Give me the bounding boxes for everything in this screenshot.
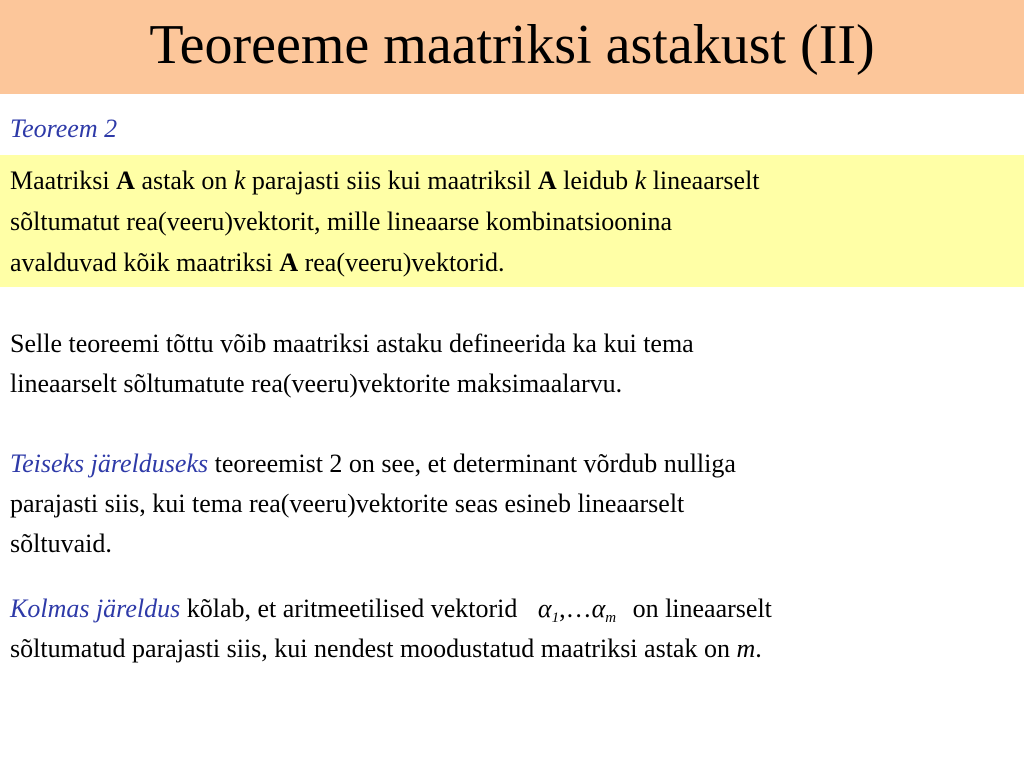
matrix-symbol: A xyxy=(116,166,135,195)
text-segment: leidub xyxy=(556,166,635,195)
paragraph-rank-definition xyxy=(10,324,1020,404)
paragraph-second-corollary xyxy=(10,444,1020,564)
ellipsis-symbol: ,… xyxy=(559,594,592,623)
paragraph-line: sõltuvaid. xyxy=(10,529,112,558)
text-segment: parajasti siis kui maatriksil xyxy=(245,166,538,195)
variable-k: k xyxy=(233,166,246,195)
subscript-m: m xyxy=(605,610,617,626)
paragraph-line xyxy=(10,444,1020,484)
text-segment: sõltumatud parajasti siis, kui nendest moodustatud maatriksi astak on xyxy=(10,634,737,663)
alpha-symbol: α xyxy=(591,594,606,623)
page-title: Teoreeme maatriksi astakust (II) xyxy=(149,14,875,76)
text-segment: . xyxy=(755,634,762,663)
paragraph-line: lineaarselt sõltumatute rea(veeru)vektorite maksimaalarvu. xyxy=(10,369,623,398)
variable-k: k xyxy=(634,166,647,195)
text-segment: teoreemist 2 on see, et determinant võrdub nulliga xyxy=(208,449,736,478)
theorem-line-1 xyxy=(10,164,760,198)
title-bar xyxy=(0,0,1024,94)
theorem-line-2: sõltumatut rea(veeru)vektorit, mille lineaarse kombinatsioonina xyxy=(10,207,673,236)
text-segment: lineaarselt xyxy=(646,166,760,195)
paragraph-line: parajasti siis, kui tema rea(veeru)vektorite seas esineb lineaarselt xyxy=(10,489,685,518)
paragraph-line xyxy=(10,589,1020,629)
theorem-line-3 xyxy=(10,246,505,280)
paragraph-third-corollary xyxy=(10,589,1020,669)
theorem-box xyxy=(0,155,1024,287)
matrix-symbol: A xyxy=(537,166,557,195)
text-segment: avalduvad kõik maatriksi xyxy=(10,248,280,277)
text-segment: rea(veeru)vektorid. xyxy=(298,248,505,277)
matrix-symbol: A xyxy=(279,248,299,277)
text-segment: kõlab, et aritmeetilised vektorid xyxy=(180,594,524,623)
text-segment: Maatriksi xyxy=(10,166,117,195)
vector-list-formula xyxy=(537,594,617,626)
alpha-symbol: α xyxy=(537,594,552,623)
paragraph-line: Selle teoreemi tõttu võib maatriksi astaku defineerida ka kui tema xyxy=(10,329,694,358)
paragraph-line xyxy=(10,629,1020,669)
corollary-lead: Kolmas järeldus xyxy=(10,594,181,623)
variable-m: m xyxy=(736,634,756,663)
theorem-label: Teoreem 2 xyxy=(10,114,118,143)
text-segment: astak on xyxy=(134,166,234,195)
corollary-lead: Teiseks järelduseks xyxy=(10,449,209,478)
subscript-1: 1 xyxy=(551,610,560,626)
text-segment: on lineaarselt xyxy=(626,594,772,623)
